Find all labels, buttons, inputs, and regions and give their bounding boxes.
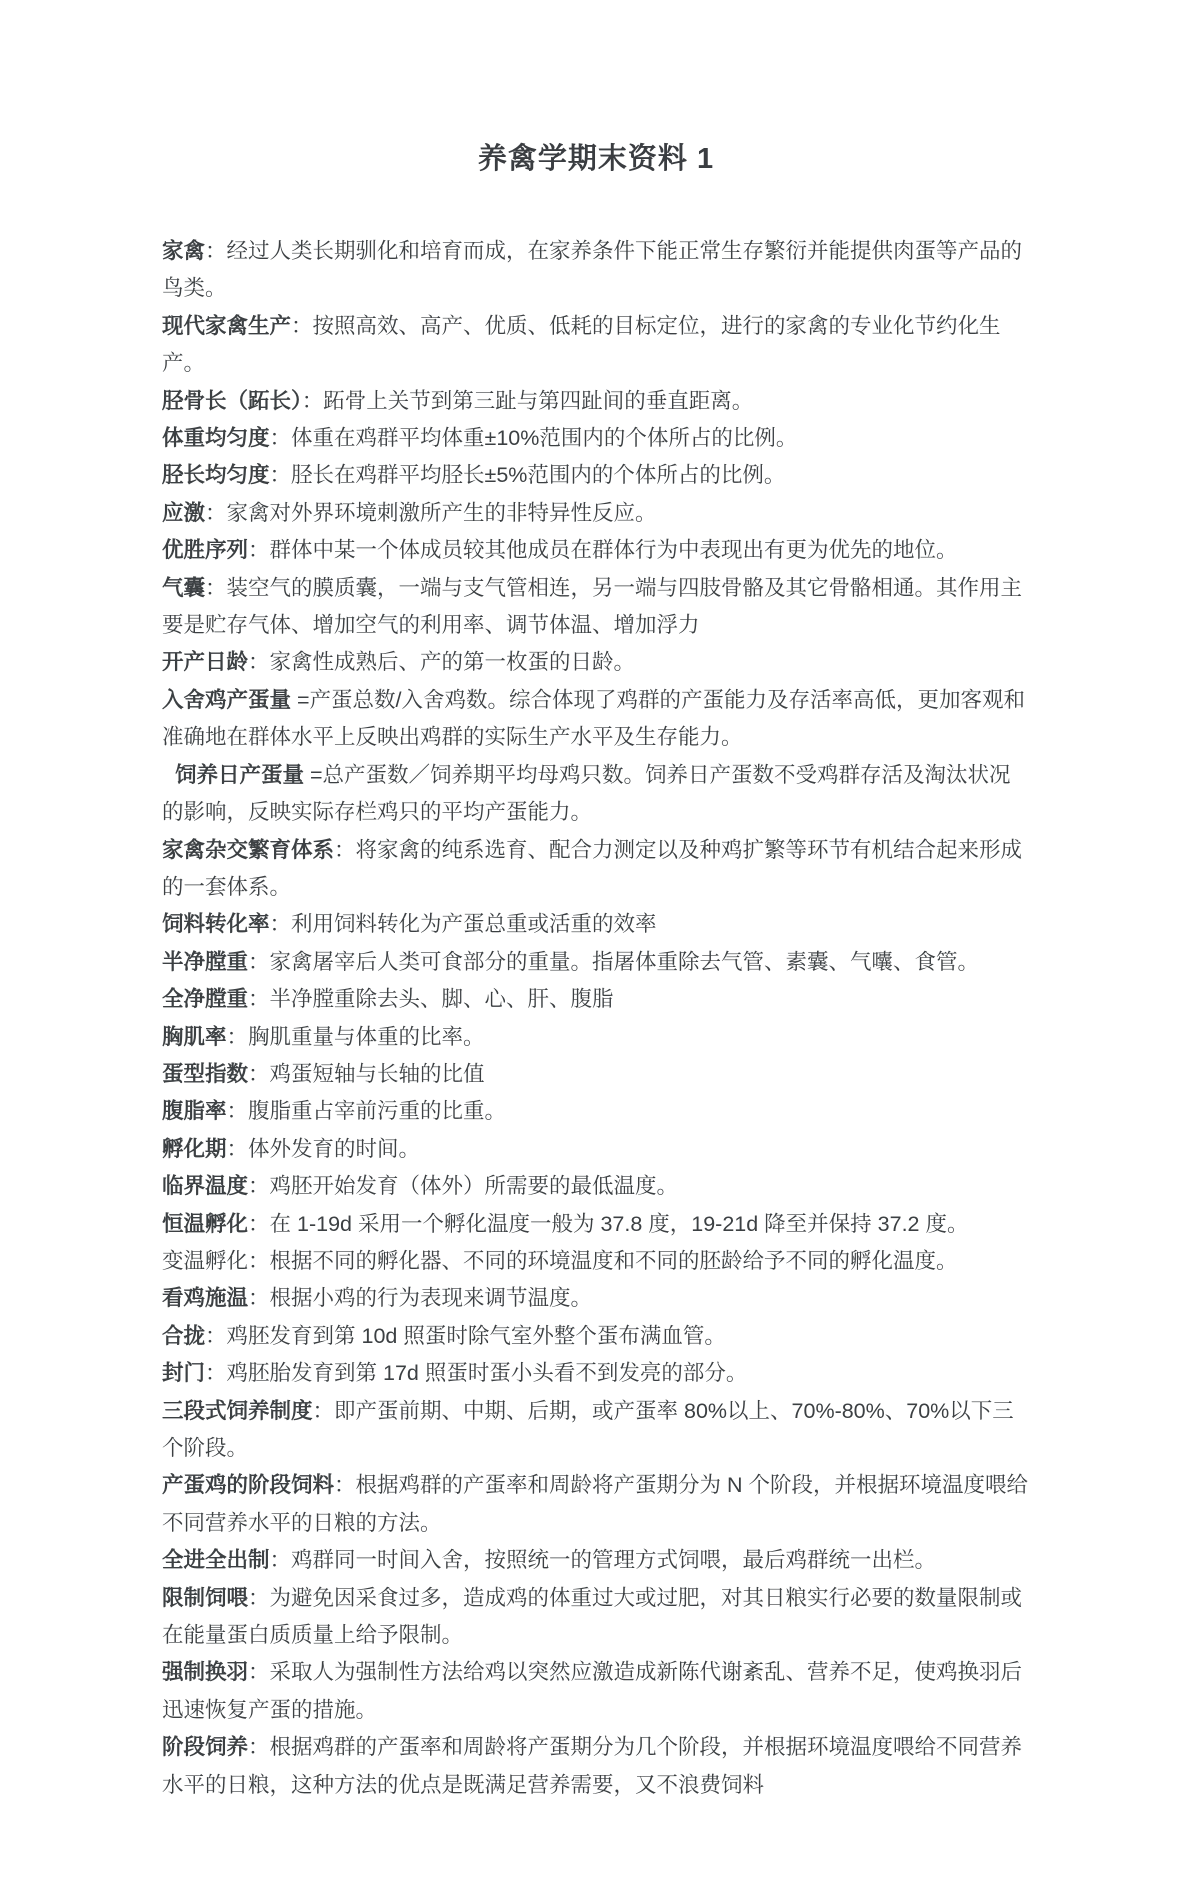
term-text: 腹脂率 xyxy=(162,1099,227,1124)
definition-entry xyxy=(162,1393,1030,1468)
term-separator: ： xyxy=(205,239,227,263)
term-separator: ： xyxy=(269,463,292,488)
term-text: 恒温孵化 xyxy=(162,1211,249,1236)
term-separator: ： xyxy=(248,987,270,1012)
definition-text: 鸡胚发育到第 10d 照蛋时除气室外整个蛋布满血管。 xyxy=(226,1323,726,1348)
term-text: 应激 xyxy=(162,500,206,525)
definition-entry xyxy=(162,532,1030,569)
term-text: 阶段饲养 xyxy=(162,1735,249,1760)
definition-entry xyxy=(162,1131,1030,1168)
definition-text: 鸡胚开始发育（体外）所需要的最低温度。 xyxy=(269,1174,679,1199)
definition-text: 体外发育的时间。 xyxy=(248,1136,421,1161)
term-text: 变温孵化 xyxy=(162,1248,249,1273)
term-text: 胫骨长（跖长） xyxy=(162,388,302,413)
term-text: 合拢 xyxy=(162,1323,206,1348)
definition-entry xyxy=(162,457,1030,494)
term-separator: ： xyxy=(269,1548,292,1573)
definition-text: 腹脂重占宰前污重的比重。 xyxy=(248,1099,507,1124)
term-text: 开产日龄 xyxy=(162,650,249,675)
term-separator: = xyxy=(291,687,310,712)
definition-entry xyxy=(162,1654,1030,1729)
page-title: 养禽学期末资料 1 xyxy=(477,143,715,175)
definition-text: 胫长在鸡群平均胫长±5%范围内的个体所占的比例。 xyxy=(291,463,786,488)
term-text: 全净膛重 xyxy=(162,987,249,1012)
definition-text: 为避免因采食过多，造成鸡的体重过大或过肥，对其日粮实行必要的数量限制或在能量蛋白质质量上给予限制。 xyxy=(162,1585,1023,1648)
definition-text: 装空气的膜质囊，一端与支气管相连，另一端与四肢骨骼及其它骨骼相通。其作用主要是贮存气体、增加空气的利用率、调节体温、增加浮力 xyxy=(162,575,1023,638)
definition-entry xyxy=(162,1318,1030,1355)
definition-text: 鸡胚胎发育到第 17d 照蛋时蛋小头看不到发亮的部分。 xyxy=(226,1361,748,1386)
term-text: 封门 xyxy=(162,1361,206,1386)
term-separator: ： xyxy=(334,1473,356,1498)
definition-entry xyxy=(162,1467,1030,1542)
definition-text: 总产蛋数／饲养期平均母鸡只数。饲养日产蛋数不受鸡群存活及淘汰状况的影响，反映实际存栏鸡只的平均产蛋能力。 xyxy=(162,762,1011,825)
term-separator: ： xyxy=(269,912,292,937)
definition-entry xyxy=(162,1580,1030,1655)
definitions-list xyxy=(162,233,1030,1804)
definition-entry xyxy=(162,832,1030,907)
definition-entry xyxy=(162,1355,1030,1392)
term-text: 三段式饲养制度 xyxy=(162,1398,313,1423)
term-text: 饲养日产蛋量 xyxy=(175,762,305,787)
definition-entry xyxy=(162,1542,1030,1579)
definition-entry xyxy=(162,1056,1030,1093)
term-text: 产蛋鸡的阶段饲料 xyxy=(162,1473,335,1498)
term-separator: ： xyxy=(248,1735,270,1760)
term-text: 胫长均匀度 xyxy=(162,463,270,488)
term-text: 现代家禽生产 xyxy=(162,313,292,338)
definition-entry xyxy=(162,1280,1030,1317)
definition-entry xyxy=(162,944,1030,981)
term-text: 体重均匀度 xyxy=(162,426,270,451)
term-text: 限制饲喂 xyxy=(162,1585,249,1610)
term-separator: ： xyxy=(205,575,227,600)
definition-text: 家禽屠宰后人类可食部分的重量。指屠体重除去气管、素囊、气囔、食管。 xyxy=(269,949,980,974)
term-text: 家禽杂交繁育体系 xyxy=(162,837,335,862)
term-separator: ： xyxy=(312,1398,335,1423)
definition-entry xyxy=(162,1093,1030,1130)
term-separator: ： xyxy=(334,837,356,862)
definition-text: 根据鸡群的产蛋率和周龄将产蛋期分为 N 个阶段，并根据环境温度喂给不同营养水平的日粮的方法。 xyxy=(162,1473,1029,1535)
definition-text: 利用饲料转化为产蛋总重或活重的效率 xyxy=(291,912,657,937)
definition-entry xyxy=(162,644,1030,681)
term-separator: ： xyxy=(205,500,227,525)
definition-entry xyxy=(162,1019,1030,1056)
definition-entry xyxy=(162,906,1030,943)
definition-text: 采取人为强制性方法给鸡以突然应激造成新陈代谢紊乱、营养不足，使鸡换羽后迅速恢复产蛋的措施。 xyxy=(162,1660,1023,1722)
term-separator: ： xyxy=(248,949,270,974)
definition-entry xyxy=(162,981,1030,1018)
definition-text: 产蛋总数/入舍鸡数。综合体现了鸡群的产蛋能力及存活率高低，更加客观和准确地在群体水平上反映出鸡群的实际生产水平及生存能力。 xyxy=(162,687,1026,750)
term-text: 临界温度 xyxy=(162,1174,249,1199)
definition-entry xyxy=(162,1729,1030,1804)
term-separator: ： xyxy=(301,388,324,413)
term-separator: ： xyxy=(248,538,270,563)
term-text: 孵化期 xyxy=(162,1136,227,1161)
definition-entry xyxy=(162,495,1030,532)
term-separator: ： xyxy=(226,1136,249,1161)
term-text: 优胜序列 xyxy=(162,538,249,563)
term-separator: ： xyxy=(205,1323,227,1348)
definition-text: 按照高效、高产、优质、低耗的目标定位，进行的家禽的专业化节约化生产。 xyxy=(162,313,1001,376)
definition-entry xyxy=(162,757,1030,832)
term-separator: = xyxy=(304,762,323,787)
definition-entry xyxy=(162,682,1030,757)
term-text: 强制换羽 xyxy=(162,1660,249,1685)
definition-entry xyxy=(162,308,1030,383)
term-text: 胸肌率 xyxy=(162,1024,227,1049)
term-text: 看鸡施温 xyxy=(162,1286,249,1311)
term-text: 半净膛重 xyxy=(162,949,249,974)
term-text: 蛋型指数 xyxy=(162,1061,249,1086)
definition-text: 经过人类长期驯化和培育而成，在家养条件下能正常生存繁衍并能提供肉蛋等产品的鸟类。 xyxy=(162,239,1023,301)
definition-text: 家禽对外界环境刺激所产生的非特异性反应。 xyxy=(226,500,657,525)
definition-text: 根据小鸡的行为表现来调节温度。 xyxy=(269,1286,593,1311)
term-text: 家禽 xyxy=(162,239,206,263)
definition-text: 体重在鸡群平均体重±10%范围内的个体所占的比例。 xyxy=(291,426,798,451)
definition-entry xyxy=(162,233,1030,308)
term-text: 入舍鸡产蛋量 xyxy=(162,687,292,712)
definition-text: 在 1-19d 采用一个孵化温度一般为 37.8 度，19-21d 降至并保持 37.2 度。 xyxy=(269,1211,969,1236)
term-separator: ： xyxy=(248,650,270,675)
term-separator: ： xyxy=(248,1061,270,1086)
definition-entry xyxy=(162,570,1030,645)
definition-text: 群体中某一个体成员较其他成员在群体行为中表现出有更为优先的地位。 xyxy=(269,538,958,563)
definition-entry xyxy=(162,1168,1030,1205)
definition-text: 鸡群同一时间入舍，按照统一的管理方式饲喂，最后鸡群统一出栏。 xyxy=(291,1548,937,1573)
definition-entry xyxy=(162,1206,1030,1243)
definition-text: 将家禽的纯系选育、配合力测定以及种鸡扩繁等环节有机结合起来形成的一套体系。 xyxy=(162,837,1023,899)
term-separator: ： xyxy=(291,313,313,338)
term-separator: ： xyxy=(248,1248,270,1273)
term-text: 全进全出制 xyxy=(162,1548,270,1573)
term-separator: ： xyxy=(248,1585,270,1610)
term-text: 饲料转化率 xyxy=(162,912,270,937)
term-separator: ： xyxy=(269,426,292,451)
definition-text: 家禽性成熟后、产的第一枚蛋的日龄。 xyxy=(269,650,636,675)
definition-text: 即产蛋前期、中期、后期，或产蛋率 80%以上、70%-80%、70%以下三个阶段。 xyxy=(162,1398,1014,1460)
term-separator: ： xyxy=(205,1361,227,1386)
definition-entry xyxy=(162,383,1030,420)
definition-text: 根据鸡群的产蛋率和周龄将产蛋期分为几个阶段，并根据环境温度喂给不同营养水平的日粮，这种方法的优点是既满足营养需要，又不浪费饲料 xyxy=(162,1735,1023,1797)
term-separator: ： xyxy=(248,1174,270,1199)
definition-text: 跖骨上关节到第三趾与第四趾间的垂直距离。 xyxy=(323,388,754,413)
definition-text: 胸肌重量与体重的比率。 xyxy=(248,1024,485,1049)
term-separator: ： xyxy=(248,1660,270,1685)
term-separator: ： xyxy=(226,1099,249,1124)
definition-text: 根据不同的孵化器、不同的环境温度和不同的胚龄给予不同的孵化温度。 xyxy=(269,1248,958,1273)
definition-text: 半净膛重除去头、脚、心、肝、腹脂 xyxy=(269,987,614,1012)
term-separator: ： xyxy=(248,1286,270,1311)
term-separator: ： xyxy=(248,1211,270,1236)
term-separator: ： xyxy=(226,1024,249,1049)
definition-text: 鸡蛋短轴与长轴的比值 xyxy=(269,1061,485,1086)
definition-entry xyxy=(162,420,1030,457)
definition-entry xyxy=(162,1243,1030,1280)
term-text: 气囊 xyxy=(162,575,206,600)
